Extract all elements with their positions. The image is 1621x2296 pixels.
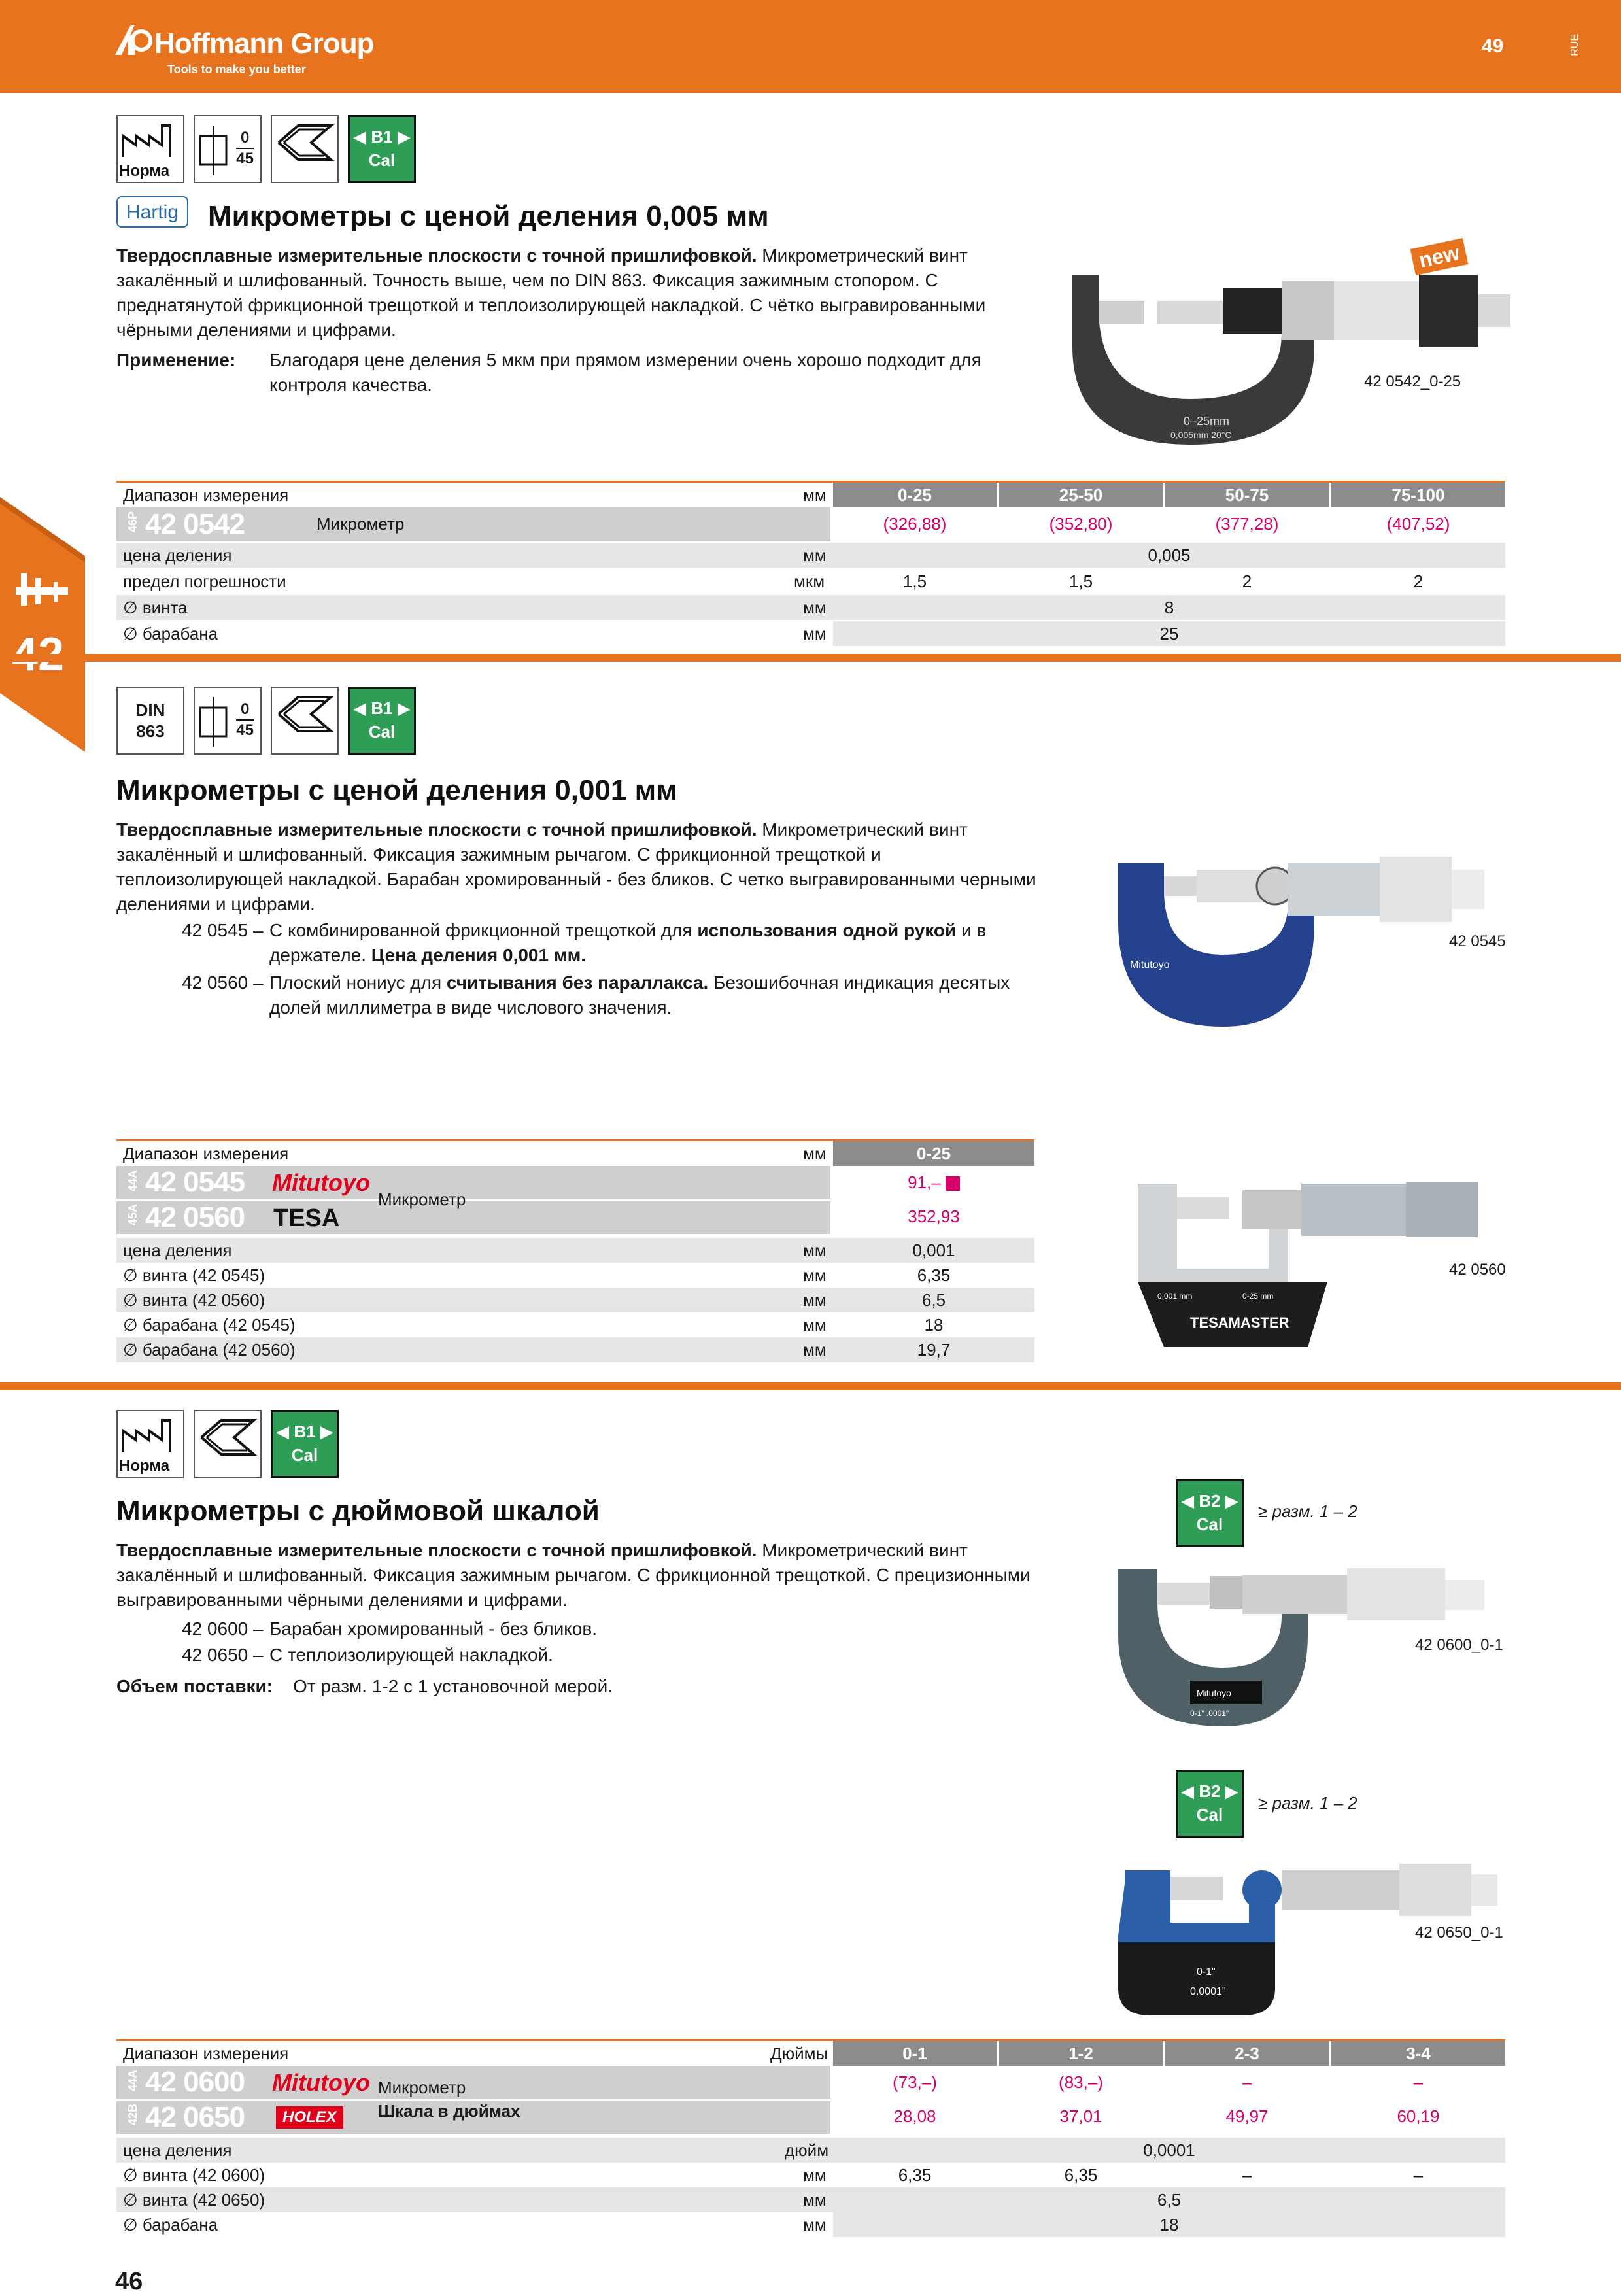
section-divider bbox=[0, 654, 1621, 662]
section1-intro: Твердосплавные измерительные плоскости с точной пришлифовкой. Микрометрический винт закалённый и шлифованный. Точность выше, чем по DIN 863. Фиксация зажимным стопором. С преднатянутой фрикционной трещоткой и теплоизолирующей накладкой. С чётко выгравированными чёрными делениями и цифрами. bbox=[116, 245, 986, 340]
image-scale: 0-1" .0001" bbox=[1190, 1709, 1229, 1718]
angle-badge: 0 45 bbox=[194, 115, 262, 183]
micrometer-0542-image bbox=[1059, 235, 1517, 471]
section1-image-caption: 42 0542_0-25 bbox=[1364, 373, 1461, 390]
spec-row: цена деления дюйм 0,0001 bbox=[116, 2138, 1505, 2163]
col-header: 3-4 bbox=[1331, 2041, 1505, 2066]
range-row bbox=[116, 483, 1505, 507]
holex-logo: HOLEX bbox=[276, 2106, 343, 2129]
col-header: 0-25 bbox=[833, 483, 997, 507]
col-header: 2-3 bbox=[1165, 2041, 1329, 2066]
micrometer-0545-image bbox=[1112, 850, 1504, 1033]
image-brand: Mitutoyo bbox=[1197, 1688, 1231, 1698]
hartig-brand-badge: Hartig bbox=[116, 196, 188, 228]
carbide-face-badge bbox=[194, 1410, 262, 1478]
article-group[interactable]: 44A 42 0600 Mitutoyo 42B 42 0650 HOLEX Микрометр Шкала в дюймах (73,–) (83,–) – – 28,08 37,01 49,97 60,19 bbox=[116, 2066, 1505, 2134]
micrometer-angle-icon bbox=[197, 123, 230, 178]
price: (83,–) bbox=[1059, 2072, 1103, 2092]
calibration-badge-b1: ◀ B1 ▶ Cal bbox=[348, 687, 416, 755]
article-number: 42 0542 bbox=[145, 508, 245, 540]
image-resolution: 0.001 mm bbox=[1157, 1292, 1193, 1301]
article-number: 42 0650 bbox=[145, 2101, 245, 2133]
spec-row: ∅ барабана (42 0560) мм 19,7 bbox=[116, 1337, 1034, 1362]
section3-title: Микрометры с дюймовой шкалой bbox=[116, 1495, 600, 1527]
micrometer-0560-image bbox=[1112, 1171, 1504, 1360]
section1-title: Микрометры с ценой деления 0,005 мм bbox=[208, 200, 769, 232]
article-name: Микрометр bbox=[378, 2078, 466, 2097]
angle-badge: 0 45 bbox=[194, 687, 262, 755]
col-header: 75-100 bbox=[1331, 483, 1505, 507]
delivery-text: От разм. 1-2 с 1 установочной мерой. bbox=[293, 1676, 613, 1696]
article-code: 46P bbox=[126, 511, 139, 533]
article-group[interactable]: 44A 42 0545 Mitutoyo 45A 42 0560 TESA Микрометр 91,– 352,93 bbox=[116, 1166, 1034, 1234]
section2-table bbox=[116, 1141, 1034, 1370]
tesa-logo: TESA bbox=[273, 1205, 340, 1232]
spec-row: ∅ винта (42 0650) мм 6,5 bbox=[116, 2187, 1505, 2212]
spec-row: ∅ винта мм 8 bbox=[116, 595, 1505, 620]
calibration-badge-b2: ◀ B2 ▶ Cal bbox=[1176, 1479, 1244, 1547]
item-text: Барабан хромированный - без бликов. bbox=[269, 1619, 598, 1639]
carbide-face-badge bbox=[271, 687, 339, 755]
section1-table bbox=[116, 483, 1505, 646]
section3-intro: Твердосплавные измерительные плоскости с точной пришлифовкой. Микрометрический винт закалённый и шлифованный. Фиксация зажимным рычагом. С фрикционной трещоткой. С прецизионными выгравированными чёрными делениями и цифрами. bbox=[116, 1540, 1031, 1610]
range-row: Диапазон измерения Дюймы 0-1 1-2 2-3 3-4 bbox=[116, 2041, 1505, 2066]
net-price-square-icon bbox=[946, 1176, 960, 1191]
section3-table bbox=[116, 2041, 1505, 2237]
col-header: 0-1 bbox=[833, 2041, 997, 2066]
col-header: 50-75 bbox=[1165, 483, 1329, 507]
image-range: 0-25 mm bbox=[1242, 1292, 1274, 1301]
mitutoyo-logo: Mitutoyo bbox=[272, 2069, 370, 2096]
article-name: Микрометр bbox=[378, 1190, 466, 1209]
section1-application-text: Благодаря цене деления 5 мкм при прямом измерении очень хорошо подходит для контроля качества. bbox=[269, 350, 981, 395]
spec-row: цена деления мм 0,001 bbox=[116, 1238, 1034, 1263]
section3-image2-caption: 42 0650_0-1 bbox=[1415, 1924, 1503, 1942]
price: (407,52) bbox=[1386, 514, 1450, 534]
col-header: 25-50 bbox=[999, 483, 1163, 507]
image-brand: TESAMASTER bbox=[1190, 1314, 1289, 1331]
item-code: 42 0545 – bbox=[182, 920, 264, 940]
range-label: Диапазон измерения bbox=[123, 485, 289, 505]
col-header: 1-2 bbox=[999, 2041, 1163, 2066]
item-code: 42 0650 – bbox=[182, 1645, 264, 1665]
factory-icon bbox=[118, 1411, 183, 1457]
brand-name: Hoffmann Group bbox=[154, 27, 374, 60]
section-divider bbox=[0, 1382, 1621, 1390]
item-text: С комбинированной фрикционной трещоткой для использования одной рукой и в держателе. Цена деления 0,001 мм. bbox=[269, 920, 987, 965]
range-row: Диапазон измерения мм 0-25 bbox=[116, 1141, 1034, 1166]
price: 352,93 bbox=[908, 1207, 960, 1226]
brand-tagline: Tools to make you better bbox=[167, 63, 306, 76]
spec-row: ∅ винта (42 0560) мм 6,5 bbox=[116, 1288, 1034, 1312]
delivery-label: Объем поставки: bbox=[116, 1676, 273, 1696]
side-code: RUE bbox=[1569, 34, 1580, 56]
price: (377,28) bbox=[1215, 514, 1279, 534]
chapter-tab[interactable] bbox=[0, 497, 85, 752]
image-brand: Mitutoyo bbox=[1130, 959, 1170, 970]
item-text: Плоский нониус для считывания без параллакса. Безошибочная индикация десятых долей миллиметра в виде числового значения. bbox=[269, 972, 1010, 1018]
item-text: С теплоизолирующей накладкой. bbox=[269, 1645, 553, 1665]
page-number-bottom: 46 bbox=[115, 2268, 143, 2295]
norma-badge: Норма bbox=[116, 1410, 184, 1478]
section1-application-label: Применение: bbox=[116, 350, 236, 370]
section2-image1-caption: 42 0545 bbox=[1449, 933, 1506, 950]
hoffmann-logo-icon bbox=[115, 21, 154, 58]
price: 28,08 bbox=[893, 2106, 936, 2126]
range-unit: мм bbox=[803, 485, 827, 505]
image-range: 0-1" bbox=[1197, 1966, 1216, 1978]
image-scale-sub: 0,005mm 20°C bbox=[1170, 430, 1232, 440]
calibration-note: ≥ разм. 1 – 2 bbox=[1258, 1793, 1357, 1813]
col-header: 0-25 bbox=[833, 1141, 1034, 1166]
spec-row: ∅ винта (42 0600) мм 6,35 6,35 – – bbox=[123, 2165, 1424, 2185]
image-resolution: 0.0001" bbox=[1190, 1986, 1226, 1997]
carbide-tip-icon bbox=[272, 688, 337, 753]
section2-intro: Твердосплавные измерительные плоскости с точной пришлифовкой. Микрометрический винт закалённый и шлифованный. Фиксация зажимным рычагом. С фрикционной трещоткой и теплоизолирующей накладкой. Барабан хромированный - без бликов. С четко выгравированными черными делениями и цифрами. bbox=[116, 819, 1036, 914]
norma-badge: Норма bbox=[116, 115, 184, 183]
price: (73,–) bbox=[893, 2072, 937, 2092]
section3-image1-caption: 42 0600_0-1 bbox=[1415, 1636, 1503, 1654]
image-scale-label: 0–25mm bbox=[1184, 415, 1230, 428]
article-number: 42 0560 bbox=[145, 1201, 245, 1233]
spec-row: ∅ винта (42 0545) мм 6,35 bbox=[123, 1265, 951, 1285]
micrometer-angle-icon bbox=[197, 694, 230, 749]
page-number-top: 49 bbox=[1482, 35, 1504, 57]
item-code: 42 0560 – bbox=[182, 972, 264, 993]
article-row[interactable] bbox=[116, 507, 1505, 541]
calibration-note: ≥ разм. 1 – 2 bbox=[1258, 1501, 1357, 1521]
price: – bbox=[1413, 2072, 1424, 2092]
spec-row: цена деления мм 0,005 bbox=[116, 543, 1505, 568]
spec-row: ∅ барабана мм 25 bbox=[116, 621, 1505, 646]
price: – bbox=[1242, 2072, 1252, 2092]
section2-title: Микрометры с ценой деления 0,001 мм bbox=[116, 774, 677, 806]
article-name: Микрометр bbox=[316, 514, 405, 534]
article-number: 42 0600 bbox=[145, 2066, 245, 2098]
new-badge: new bbox=[1410, 238, 1469, 275]
carbide-tip-icon bbox=[272, 116, 337, 182]
carbide-face-badge bbox=[271, 115, 339, 183]
section2-image2-caption: 42 0560 bbox=[1449, 1261, 1506, 1278]
price: (326,88) bbox=[883, 514, 947, 534]
price: 37,01 bbox=[1059, 2106, 1102, 2126]
carbide-tip-icon bbox=[195, 1411, 260, 1477]
calibration-badge-b1: ◀ B1 ▶ Cal bbox=[348, 115, 416, 183]
price: 49,97 bbox=[1225, 2106, 1269, 2126]
spec-row: предел погрешности мкм 1,5 1,5 2 2 bbox=[123, 572, 1424, 591]
spec-row: ∅ барабана мм 18 bbox=[116, 2212, 1505, 2237]
calibration-badge-b1: ◀ B1 ▶ Cal bbox=[271, 1410, 339, 1478]
mitutoyo-logo: Mitutoyo bbox=[272, 1169, 370, 1196]
price: 91,– bbox=[833, 1170, 1034, 1195]
factory-icon bbox=[118, 116, 183, 162]
item-code: 42 0600 – bbox=[182, 1619, 264, 1639]
price: (352,80) bbox=[1049, 514, 1113, 534]
calibration-badge-b2: ◀ B2 ▶ Cal bbox=[1176, 1770, 1244, 1838]
price: 60,19 bbox=[1397, 2106, 1440, 2126]
din-badge: DIN 863 bbox=[116, 687, 184, 755]
article-subname: Шкала в дюймах bbox=[378, 2101, 520, 2121]
article-number: 42 0545 bbox=[145, 1166, 245, 1198]
page-header bbox=[0, 0, 1621, 93]
spec-row: ∅ барабана (42 0545) мм 18 bbox=[123, 1315, 944, 1335]
